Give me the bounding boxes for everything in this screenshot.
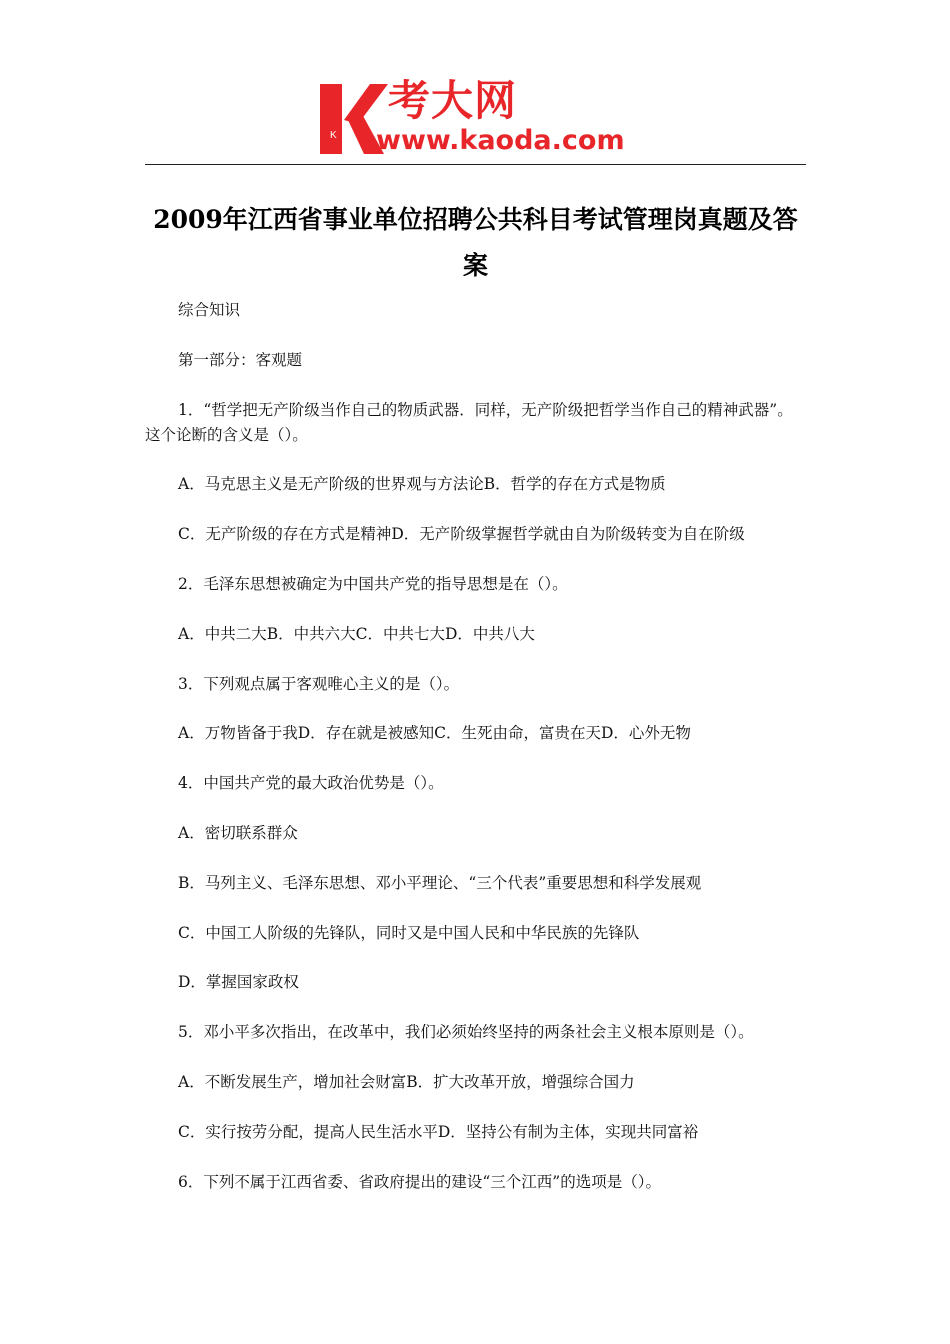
- paragraph: 1．“哲学把无产阶级当作自己的物质武器．同样，无产阶级把哲学当作自己的精神武器”。这个论断的含义是（）。: [145, 400, 793, 444]
- paragraph: C．中国工人阶级的先锋队，同时又是中国人民和中华民族的先锋队: [178, 923, 640, 942]
- paragraph: A．中共二大B．中共六大C．中共七大D．中共八大: [178, 624, 535, 643]
- logo-url: www.kaoda.com: [376, 125, 625, 156]
- paragraph: A．密切联系群众: [178, 823, 298, 842]
- paragraph: A．万物皆备于我D．存在就是被感知C．生死由命，富贵在天D．心外无物: [178, 724, 691, 743]
- paragraph: C．无产阶级的存在方式是精神D．无产阶级掌握哲学就由自为阶级转变为自在阶级: [178, 525, 745, 544]
- paragraph: A．马克思主义是无产阶级的世界观与方法论B．哲学的存在方式是物质: [178, 475, 666, 494]
- paragraph: B．马列主义、毛泽东思想、邓小平理论、“三个代表”重要思想和科学发展观: [178, 873, 702, 892]
- header-divider: [145, 164, 806, 165]
- document-title: 2009年江西省事业单位招聘公共科目考试管理岗真题及答案: [153, 204, 798, 280]
- logo-letter: K: [330, 130, 337, 141]
- paragraph: 6．下列不属于江西省委、省政府提出的建设“三个江西”的选项是（）。: [178, 1172, 661, 1191]
- paragraph: 2．毛泽东思想被确定为中国共产党的指导思想是在（）。: [178, 574, 568, 593]
- paragraph: C．实行按劳分配，提高人民生活水平D．坚持公有制为主体，实现共同富裕: [178, 1122, 699, 1141]
- paragraph: 5．邓小平多次指出，在改革中，我们必须始终坚持的两条社会主义根本原则是（）。: [178, 1023, 754, 1042]
- paragraph: 综合知识: [178, 301, 241, 319]
- paragraph: 第一部分：客观题: [178, 350, 303, 369]
- paragraph: D．掌握国家政权: [178, 973, 299, 992]
- paragraph: 4．中国共产党的最大政治优势是（）。: [178, 774, 444, 793]
- paragraph: A．不断发展生产，增加社会财富B．扩大改革开放，增强综合国力: [178, 1072, 635, 1091]
- logo-brand-name: 考大网: [388, 76, 518, 125]
- paragraph: 3．下列观点属于客观唯心主义的是（）。: [178, 674, 460, 693]
- document-body: [145, 298, 806, 1219]
- kaoda-logo[interactable]: [318, 76, 648, 160]
